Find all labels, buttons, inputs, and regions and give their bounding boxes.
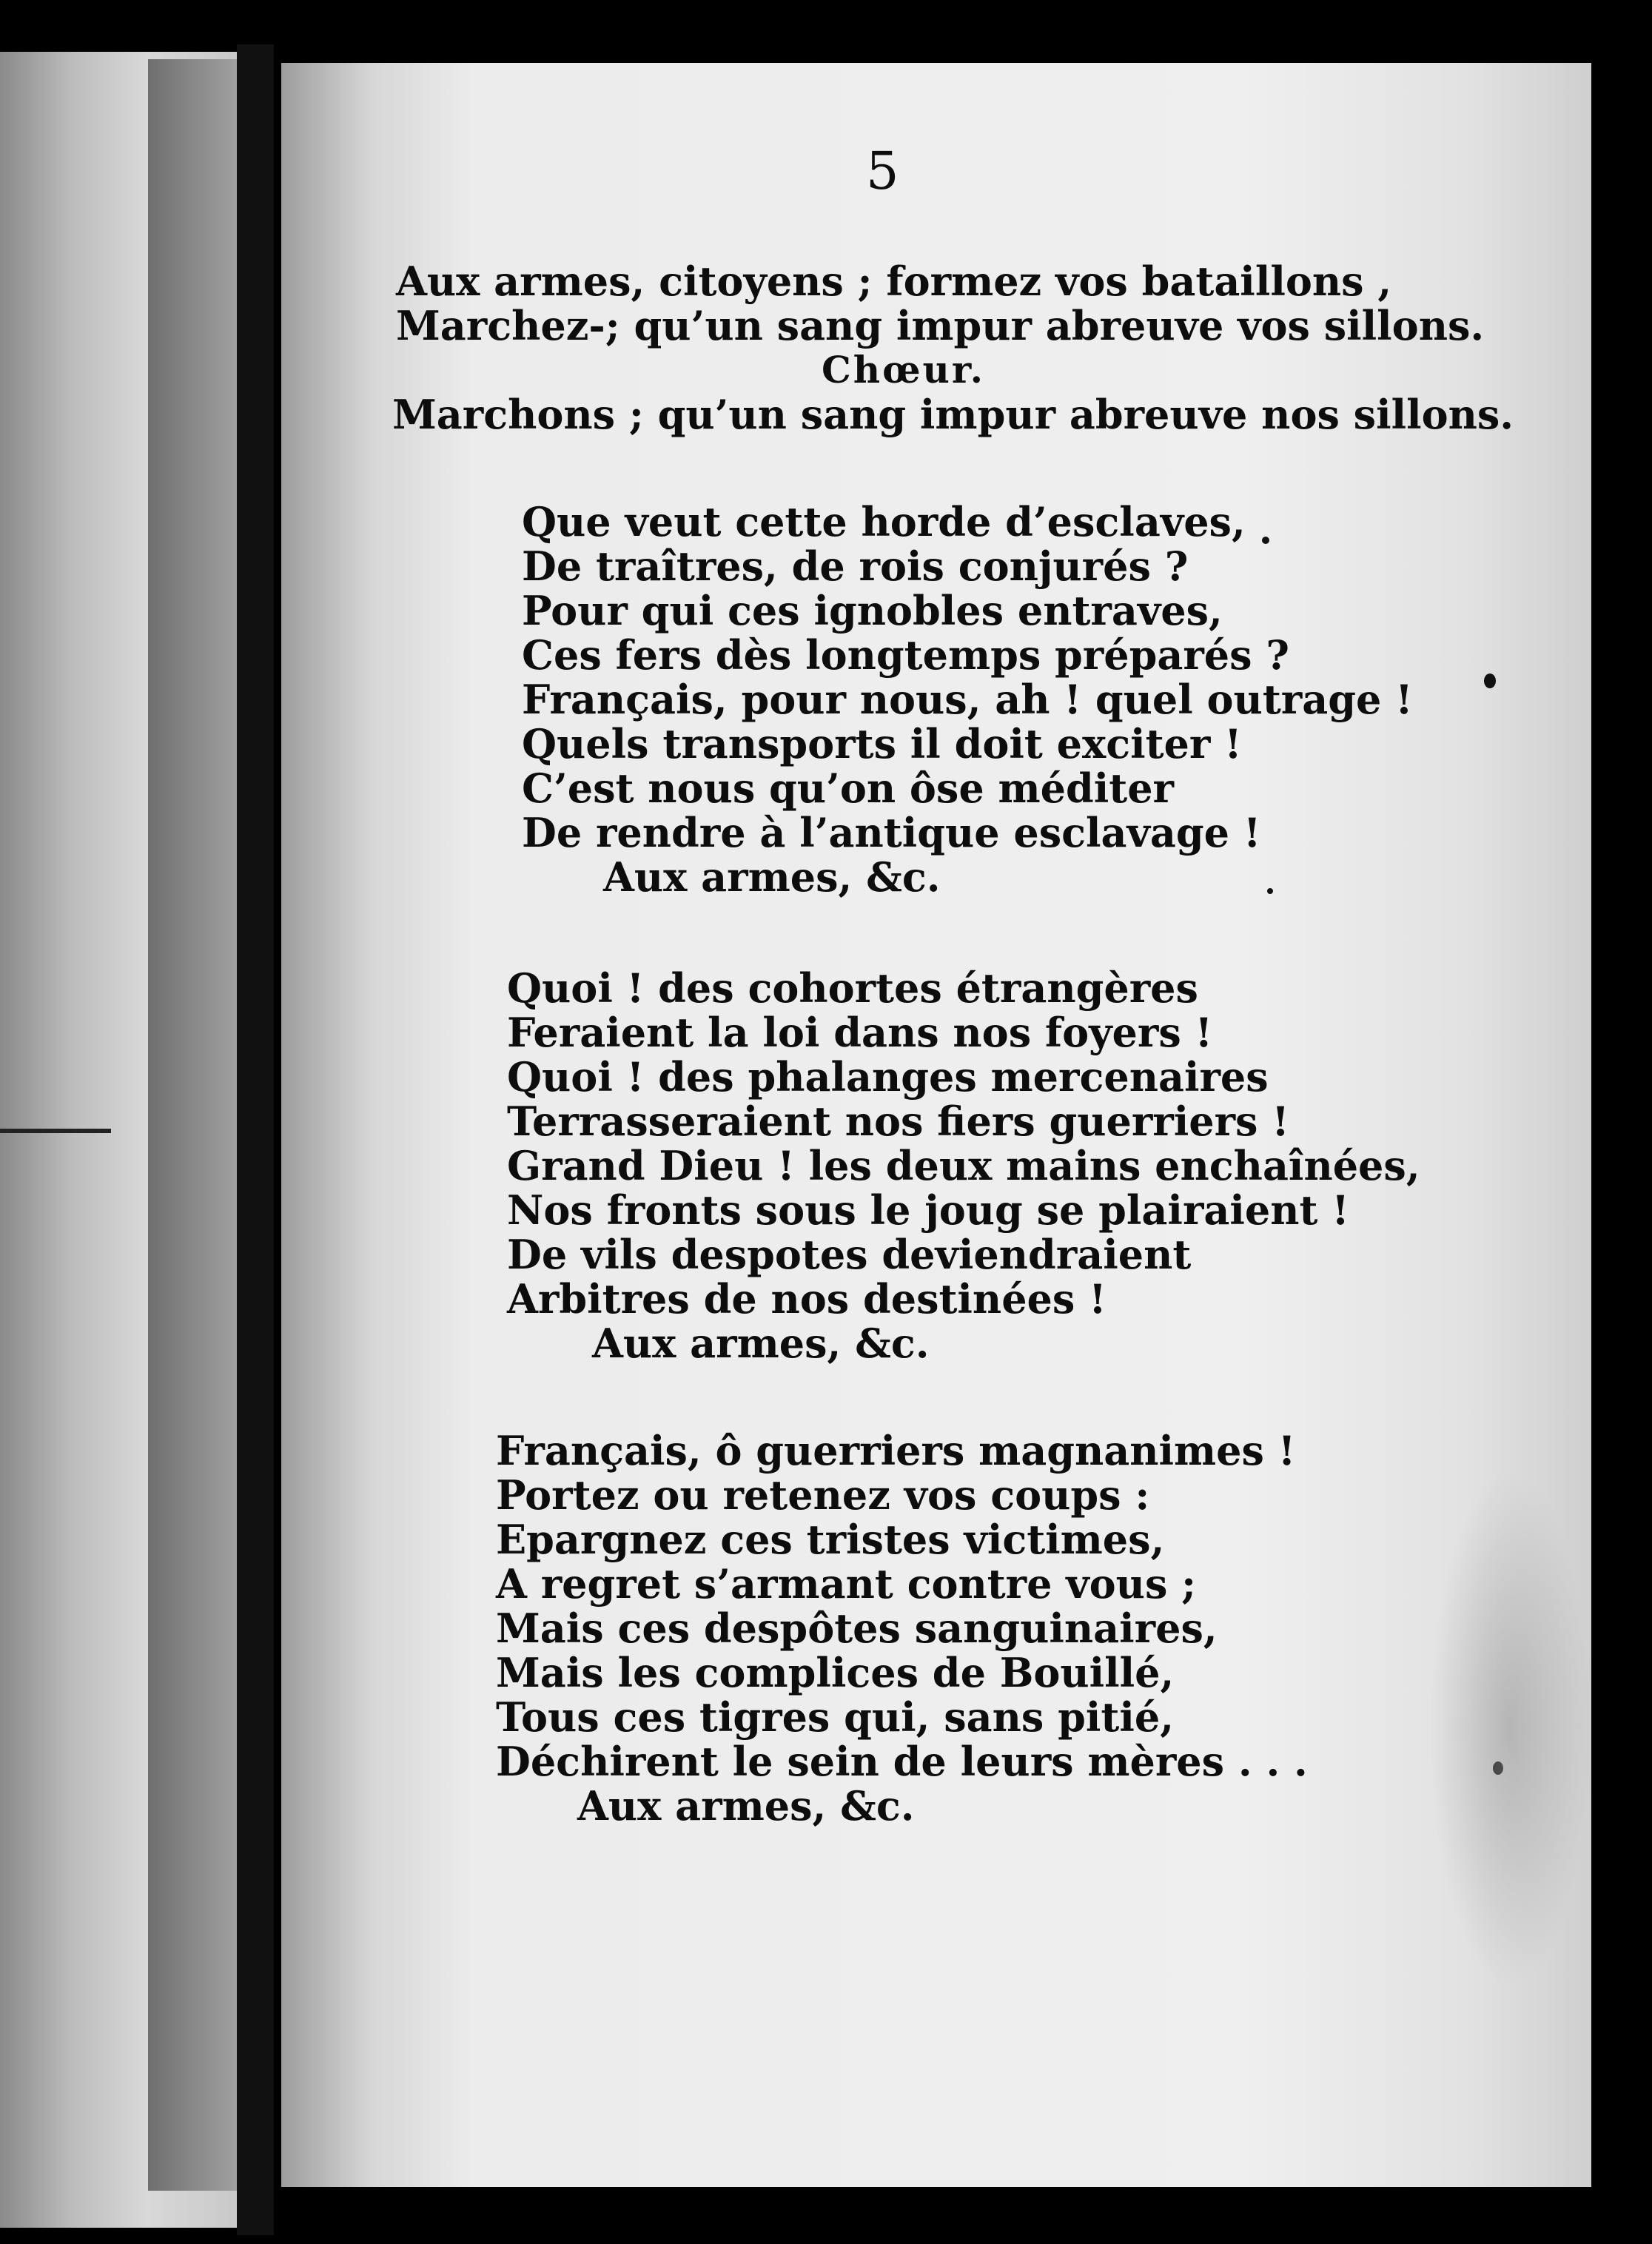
stanza-line: Nos fronts sous le joug se plairaient !: [507, 1186, 1349, 1234]
stanza-line: Quels transports il doit exciter !: [522, 720, 1242, 767]
stanza-refrain: Aux armes, &c.: [592, 1320, 930, 1367]
stanza-line: Pour qui ces ignobles entraves,: [522, 587, 1223, 634]
stanza-line: Déchirent le sein de leurs mères . . .: [496, 1738, 1308, 1785]
chorus-line: [392, 392, 1514, 437]
ink-speck: [1484, 673, 1496, 688]
stanza-line: Epargnez ces tristes victimes,: [496, 1516, 1165, 1563]
stanza-line: Ces fers dès longtemps préparés ?: [522, 631, 1289, 679]
stanza-line: Français, ô guerriers magnanimes !: [496, 1427, 1296, 1474]
stanza-line: Arbitres de nos destinées !: [507, 1275, 1107, 1323]
chorus-intro-line: Marchez-; qu’un sang impur abreuve vos sillons.: [396, 302, 1485, 349]
stanza-line: Que veut cette horde d’esclaves,: [522, 498, 1246, 545]
stanza-line: Terrasseraient nos fiers guerriers !: [507, 1098, 1289, 1145]
stanza-line: Tous ces tigres qui, sans pitié,: [496, 1693, 1174, 1741]
stanza-line: Feraient la loi dans nos foyers !: [507, 1009, 1213, 1056]
stanza-line: C’est nous qu’on ôse méditer: [522, 765, 1175, 812]
book-spine: [237, 44, 274, 2235]
stanza-2: [507, 966, 1420, 1365]
stanza-line: De rendre à l’antique esclavage !: [522, 809, 1261, 856]
page-number: 5: [866, 141, 899, 201]
chorus-intro-line: Aux armes, citoyens ; formez vos bataillons ,: [396, 258, 1392, 305]
previous-page-rule: [0, 1129, 111, 1133]
ink-speck: [1262, 537, 1269, 544]
stanza-line: Mais les complices de Bouillé,: [496, 1649, 1175, 1696]
page-gutter: [148, 59, 237, 2191]
stanza-refrain: Aux armes, &c.: [577, 1782, 915, 1830]
ink-speck: [1267, 888, 1273, 894]
stanza-line: Mais ces despôtes sanguinaires,: [496, 1605, 1218, 1652]
chorus-intro: [396, 259, 1484, 348]
ink-speck: [1493, 1761, 1503, 1775]
stanza-line: Portez ou retenez vos coups :: [496, 1471, 1150, 1519]
stanza-line: A regret s’armant contre vous ;: [496, 1560, 1197, 1608]
stanza-line: Français, pour nous, ah ! quel outrage !: [522, 676, 1413, 723]
chorus-line-text: Marchons ; qu’un sang impur abreuve nos sillons.: [392, 391, 1514, 438]
chorus-heading: Chœur.: [822, 348, 986, 392]
stanza-line: Grand Dieu ! les deux mains enchaînées,: [507, 1142, 1420, 1189]
stanza-refrain: Aux armes, &c.: [603, 853, 941, 901]
stanza-line: De traîtres, de rois conjurés ?: [522, 542, 1189, 590]
stanza-line: De vils despotes deviendraient: [507, 1231, 1192, 1278]
stanza-3: [496, 1428, 1308, 1828]
stanza-1: [522, 500, 1413, 899]
stanza-line: Quoi ! des phalanges mercenaires: [507, 1053, 1269, 1101]
stanza-line: Quoi ! des cohortes étrangères: [507, 964, 1198, 1012]
book-page: [281, 63, 1591, 2187]
